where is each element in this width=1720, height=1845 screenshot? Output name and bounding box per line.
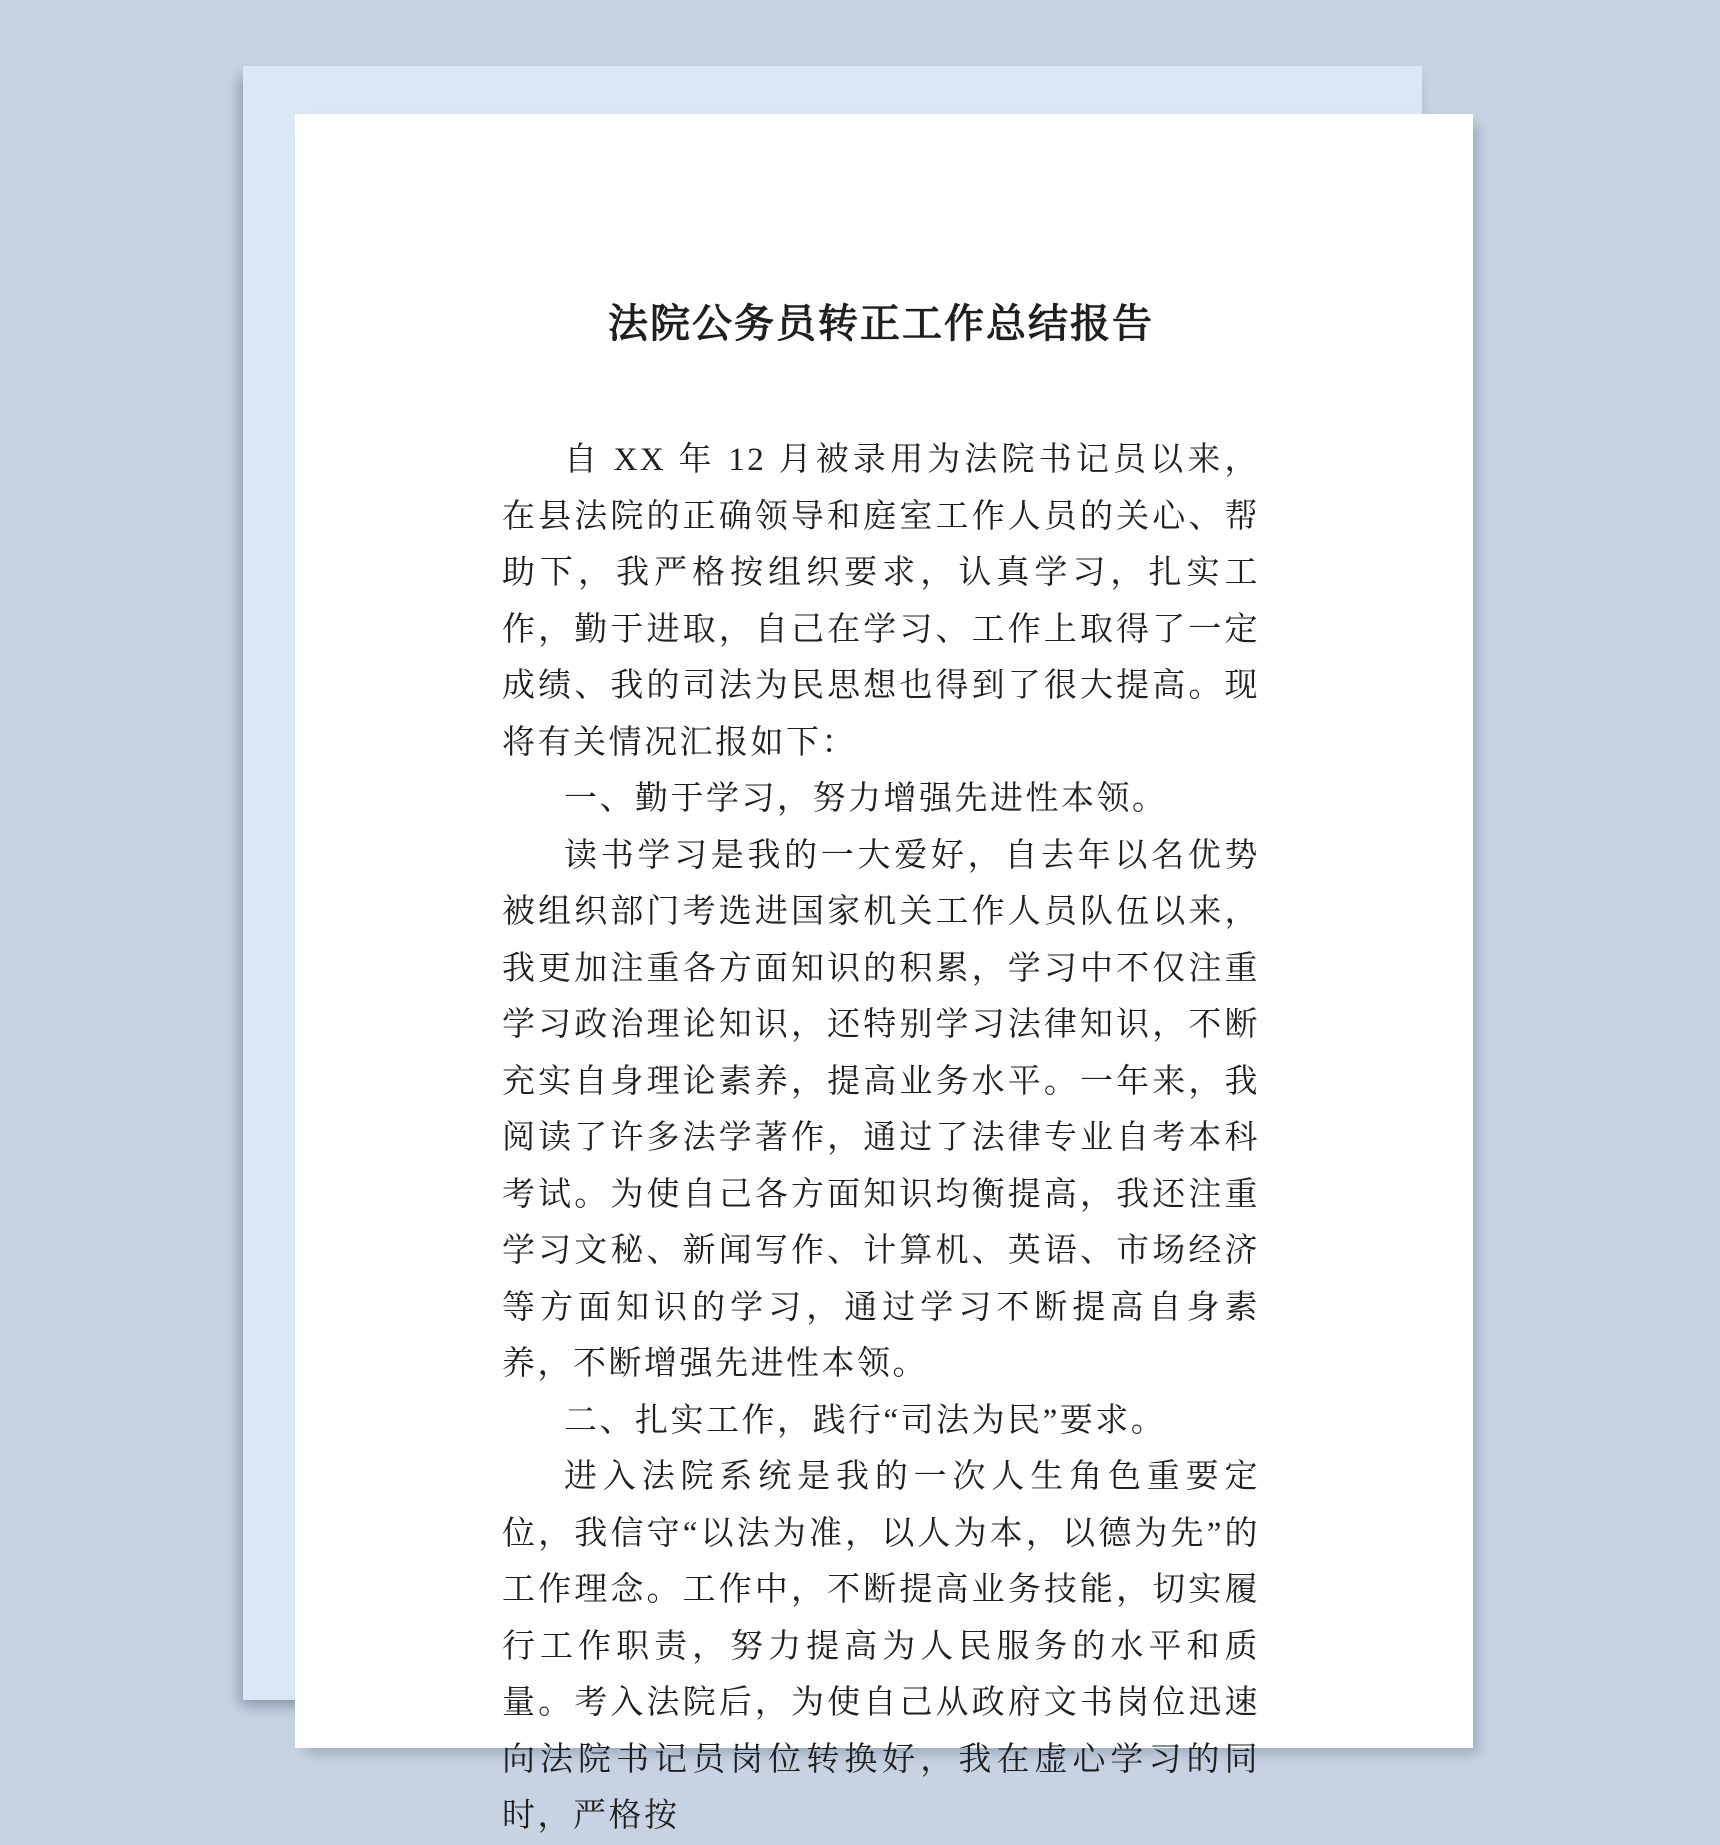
document-page — [295, 114, 1473, 1834]
document-title: 法院公务员转正工作总结报告 — [608, 302, 1154, 346]
paragraph: 进入法院系统是我的一次人生角色重要定位，我信守“以法为准，以人为本，以德为先”的工作理念。工作中，不断提高业务技能，切实履行工作职责，努力提高为人民服务的水平和质量。考入法院后，为使自己从政府文书岗位迅速向法院书记员岗位转换好，我在虚心学习的同时，严格按 — [502, 1459, 1260, 1834]
section-heading: 一、勤于学习，努力增强先进性本领。 — [564, 781, 1168, 817]
section-heading: 二、扎实工作，践行“司法为民”要求。 — [564, 1402, 1167, 1439]
paragraph: 自 XX 年 12 月被录用为法院书记员以来，在县法院的正确领导和庭室工作人员的关心、帮助下，我严格按组织要求，认真学习，扎实工作，勤于进取，自己在学习、工作上取得了一定成绩、我的司法为民思想也得到了很大提高。现将有关情况汇报如下： — [502, 442, 1260, 761]
document-body — [502, 432, 1260, 1845]
document-content — [295, 114, 1473, 1834]
paragraph: 读书学习是我的一大爱好，自去年以名优势被组织部门考选进国家机关工作人员队伍以来，我更加注重各方面知识的积累，学习中不仅注重学习政治理论知识，还特别学习法律知识，不断充实自身理论素养，提高业务水平。一年来，我阅读了许多法学著作，通过了法律专业自考本科考试。为使自己各方面知识均衡提高，我还注重学习文秘、新闻写作、计算机、英语、市场经济等方面知识的学习，通过学习不断提高自身素养，不断增强先进性本领。 — [502, 837, 1260, 1382]
